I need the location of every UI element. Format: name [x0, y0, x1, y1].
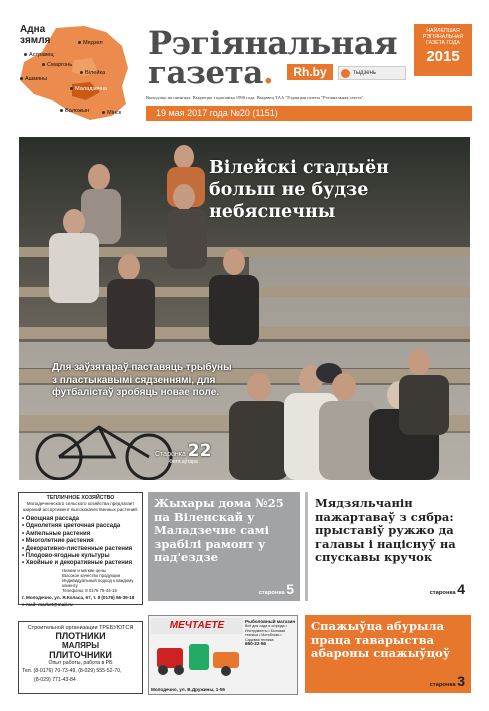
hero-page-ref[interactable]	[155, 441, 211, 461]
award-text: НАЙЛЕПШАЯ	[426, 28, 460, 34]
shop-address	[151, 687, 225, 692]
city-label: Валожын	[60, 108, 89, 114]
ad-header: Строительной организации ТРЕБУЮТСЯ	[27, 625, 134, 631]
shop-list: Всё для сада и огорода • Инструменты • Бытовая техника • Мотоблоки • Садовая техника	[245, 624, 287, 642]
teaser-card[interactable]	[305, 615, 471, 693]
job-title: ПЛИТОЧНИКИ	[49, 650, 112, 660]
job-title: ПЛОТНИКИ	[55, 631, 106, 641]
job-title: МАЛЯРЫ	[61, 641, 100, 650]
page-number: 22	[187, 441, 212, 461]
shop-phone: 660-22-56	[245, 641, 266, 647]
city-label: Вілейка	[80, 70, 105, 76]
list-item: • Плодово-ягодные культуры	[22, 553, 139, 560]
page-label: старонка	[258, 590, 285, 596]
teaser-page-ref	[259, 581, 294, 597]
tools-illustration	[153, 638, 243, 678]
list-item: • Декоративно-лиственные растения	[22, 546, 139, 553]
award-badge	[414, 24, 472, 76]
founder-line: Выходзіць па пятніцах. Выдаецца з красавіка 1990 года. Выдавец ТАА "Рэдакцыя газеты "Рэгіянальная газета".	[146, 95, 365, 100]
ad-note: Низкие и мягкие цены	[62, 567, 106, 573]
city-label: Ашмяны	[20, 76, 47, 82]
teaser-page-ref	[430, 581, 465, 597]
city-label: Мінск	[102, 110, 121, 116]
award-text: РЭГІЯНАЛЬНАЯ	[422, 34, 464, 40]
teaser-title: Жыхары дома №25 па Віленскай у Маладзечне самі зрабілі рамонт у пад'ездзе	[154, 496, 284, 564]
hero-photo[interactable]	[19, 137, 470, 480]
ad-text	[245, 620, 297, 646]
shop-name: Рыболовный магазин	[245, 619, 296, 624]
photo-credit: Фота аўтара	[169, 459, 198, 465]
page-number: 4	[457, 581, 465, 597]
greenhouse-ad[interactable]	[18, 492, 143, 608]
page-number: 3	[457, 673, 465, 689]
city-label: Маладзечна	[70, 86, 107, 92]
city-label: Астравец	[24, 52, 54, 58]
ad-address: г. Молодечно, ул. Я.Коласа, 67, т. 8 (0176) 56-39-18	[22, 594, 135, 600]
masthead-dot: .	[262, 55, 274, 91]
ad-note: Высокое качество продукции	[62, 572, 121, 578]
teaser-page-ref	[430, 673, 465, 689]
ad-phones: Тел. (8-0176) 70-73-49, (8-029) 555-52-70,	[22, 668, 122, 674]
page-number: 5	[286, 581, 294, 597]
jobs-ad[interactable]	[18, 621, 143, 694]
site-badge[interactable]: Rh.by	[287, 64, 333, 80]
teaser-accent-bar	[305, 492, 308, 601]
masthead-line2	[148, 57, 273, 89]
map-title: Адна зямля	[20, 24, 51, 46]
shop-ad[interactable]	[148, 615, 298, 695]
ad-list	[22, 516, 139, 568]
ad-note: Индивидуальный подход к каждому клиенту	[62, 577, 134, 588]
masthead-line1: Рэгіянальная	[148, 24, 398, 62]
ad-phone: Телефоны: 8 0176 78-44-16	[62, 587, 117, 593]
teaser-card[interactable]	[148, 492, 300, 601]
partner-logo	[338, 66, 406, 80]
hero-caption: Для заўзятараў паставяць трыбуны з пластыкавымі сядзеннямі, для футбалістаў зробяць новае поле.	[52, 362, 232, 398]
teaser-card[interactable]	[305, 492, 471, 601]
ad-email[interactable]: e-mail: market@mail.ru	[22, 602, 73, 608]
teaser-title: Мядзяльчанін пажартаваў з сябра: прыставіў ружжо да галавы і націснуў на спускавы кручок	[315, 496, 456, 564]
award-year: 2015	[426, 48, 460, 65]
partner-label: тыдзень	[353, 70, 377, 76]
list-item: • Многолетние растения	[22, 538, 139, 545]
ad-subtitle: широкий ассортимент высококачественных растений:	[22, 507, 139, 512]
page-label: Старонка	[155, 451, 186, 458]
ad-phones: (8-029) 771-43-84	[34, 676, 76, 683]
list-item: • Однолетняя цветочная рассада	[22, 523, 139, 530]
city-label: Мядзел	[78, 40, 103, 46]
ad-subtitle: Молодечненского сельского хозяйства предлагает	[26, 501, 135, 506]
list-item: • Ампельные растения	[22, 531, 139, 538]
page-label: старонка	[429, 590, 456, 596]
page-label: старонка	[429, 682, 456, 688]
address-text: Молодечно, ул. В.Дружины, 1-55	[151, 687, 225, 692]
sun-icon	[341, 69, 350, 78]
ad-requirement: Опыт работы, работа в РБ	[48, 660, 113, 666]
ad-banner: МЕЧТАЕТЕ	[151, 618, 243, 634]
award-text: ГАЗЕТА ГОДА	[426, 40, 460, 46]
masthead-word: газета	[148, 55, 263, 91]
teaser-title: Спажыўца абурыла праца таварыства абароны спажыўцоў	[311, 619, 451, 660]
ad-header: ТЕПЛИЧНОЕ ХОЗЯЙСТВО	[46, 495, 115, 501]
city-label: Смаргонь	[42, 62, 72, 68]
list-item: • Хвойные и декоративные растения	[22, 560, 139, 567]
list-item: • Овощная рассада	[22, 516, 139, 523]
issue-date-bar: 19 мая 2017 года №20 (1151)	[146, 106, 472, 121]
hero-title[interactable]: Вілейскі стадыён больш не будзе небяспечны	[209, 158, 389, 222]
